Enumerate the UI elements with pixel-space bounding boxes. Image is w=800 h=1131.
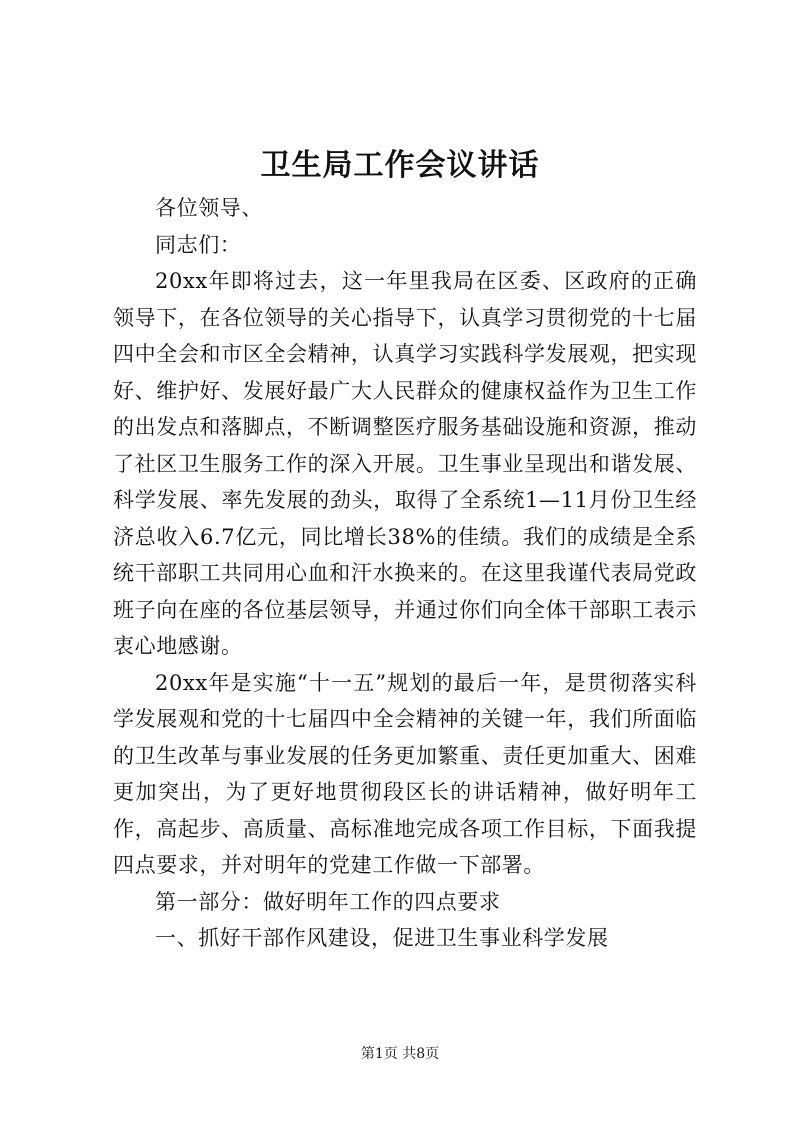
document-title: 卫生局工作会议讲话: [260, 148, 540, 183]
subsection-heading: 一、抓好干部作风建设，促进卫生事业科学发展: [155, 926, 609, 950]
paragraph-outlook: 20xx年是实施“十一五”规划的最后一年，是贯彻落实科学发展观和党的十七届四中全会精神的关键一年，我们所面临的卫生改革与事业发展的任务更加繁重、责任更加重大、困难更加突出，为了更好地贯彻段区长的讲话精神，做好明年工作，高起步、高质量、高标准地完成各项工作目标，下面我提四点要求，并对明年的党建工作做一下部署。: [113, 670, 697, 877]
paragraph-review: 20xx年即将过去，这一年里我局在区委、区政府的正确领导下，在各位领导的关心指导下，认真学习贯彻党的十七届四中全会和市区全会精神，认真学习实践科学发展观，把实现好、维护好、发展好最广大人民群众的健康权益作为卫生工作的出发点和落脚点，不断调整医疗服务基础设施和资源，推动了社区卫生服务工作的深入开展。卫生事业呈现出和谐发展、科学发展、率先发展的劲头，取得了全系统1—11月份卫生经济总收入6.7亿元，同比增长38%的佳绩。我们的成绩是全系统干部职工共同用心血和汗水换来的。在这里我谨代表局党政班子向在座的各位基层领导，并通过你们向全体干部职工表示衷心地感谢。: [113, 269, 697, 658]
document-body: [113, 190, 697, 957]
section-heading: 第一部分：做好明年工作的四点要求: [155, 889, 501, 914]
page-number-footer: 第1页 共8页: [360, 1046, 440, 1062]
salutation-leaders: 各位领导、: [155, 196, 263, 220]
salutation-comrades: 同志们：: [155, 232, 242, 257]
